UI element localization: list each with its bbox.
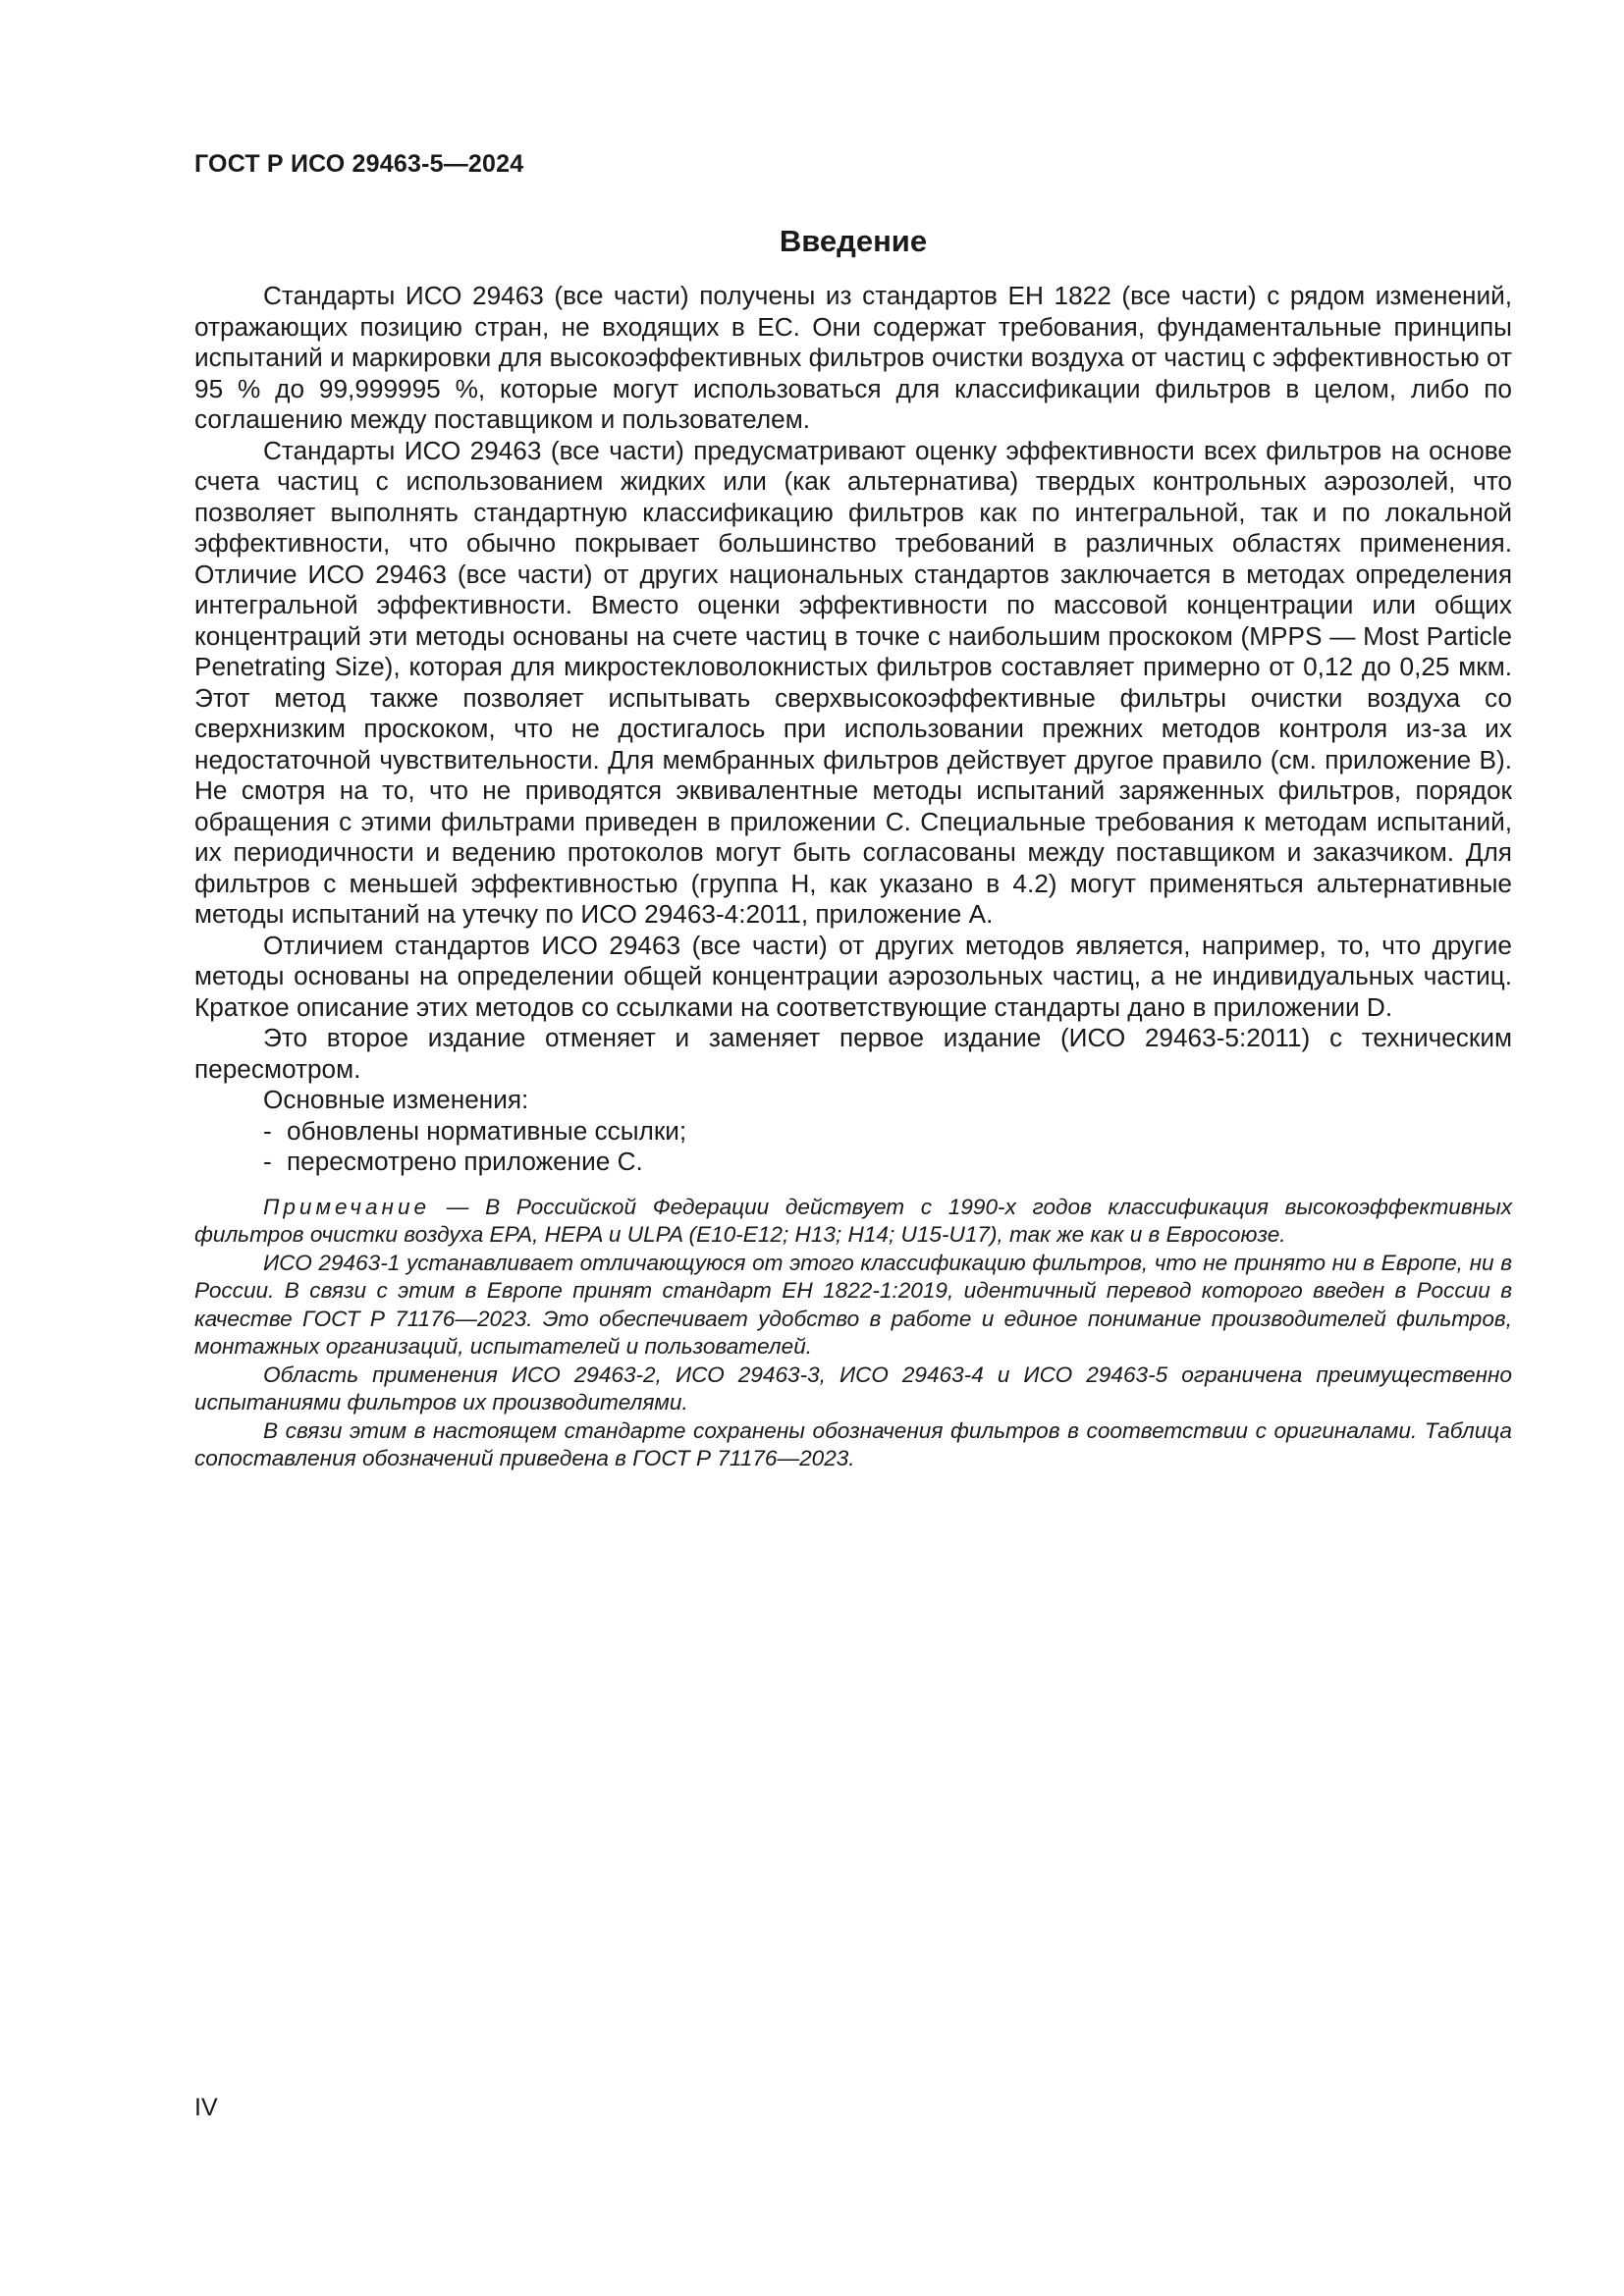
note-block xyxy=(194,1194,1512,1473)
paragraph: Стандарты ИСО 29463 (все части) получены из стандартов ЕН 1822 (все части) с рядом изменений, отражающих позицию стран, не входящих в ЕС. Они содержат требования, фундаментальные принципы испытаний и маркировки для высокоэффективных фильтров очистки воздуха от частиц с эффективностью от 95 % до 99,999995 %, которые могут использоваться для классификации фильтров в целом, либо по соглашению между поставщиком и пользователем. xyxy=(194,281,1512,434)
bullet-dash: - xyxy=(263,1147,272,1176)
list-item xyxy=(263,1147,1512,1178)
note-paragraph: Область применения ИСО 29463-2, ИСО 29463-3, ИСО 29463-4 и ИСО 29463-5 ограничена преимущественно испытаниями фильтров их производителями. xyxy=(194,1362,1512,1415)
list-item-text: обновлены нормативные ссылки; xyxy=(287,1115,687,1146)
introduction-body xyxy=(194,281,1512,1473)
section-title: Введение xyxy=(779,224,928,258)
list-item-text: пересмотрено приложение С. xyxy=(287,1147,643,1176)
changes-list xyxy=(194,1116,1512,1178)
document-code: ГОСТ Р ИСО 29463-5—2024 xyxy=(194,150,524,178)
changes-heading: Основные изменения: xyxy=(263,1085,529,1114)
page-number: IV xyxy=(194,2094,218,2121)
paragraph: Стандарты ИСО 29463 (все части) предусматривают оценку эффективности всех фильтров на основе счета частиц с использованием жидких или (как альтернатива) твердых контрольных аэрозолей, что позволяет выполнять стандартную классификацию фильтров как по интегральной, так и по локальной эффективности, что обычно покрывает большинство требований в различных областях применения. Отличие ИСО 29463 (все части) от других национальных стандартов заключается в методах определения интегральной эффективности. Вместо оценки эффективности по массовой концентрации или общих концентраций эти методы основаны на счете частиц в точке с наибольшим проскоком (MPPS — Most Particle Penetrating Size), которая для микростекловолокнистых фильтров составляет примерно от 0,12 до 0,25 мкм. Этот метод также позволяет испытывать сверхвысокоэффективные фильтры очистки воздуха со сверхнизким проскоком, что не достигалось при использовании прежних методов контроля из-за их недостаточной чувствительности. Для мембранных фильтров действует другое правило (см. приложение В). Не смотря на то, что не приводятся эквивалентные методы испытаний заряженных фильтров, порядок обращения с этими фильтрами приведен в приложении С. Специальные требования к методам испытаний, их периодичности и ведению протоколов могут быть согласованы между поставщиком и заказчиком. Для фильтров с меньшей эффективностью (группа Н, как указано в 4.2) могут применяться альтернативные методы испытаний на утечку по ИСО 29463-4:2011, приложение А. xyxy=(194,435,1512,929)
note-label: Примечание xyxy=(263,1194,431,1219)
note-paragraph xyxy=(194,1194,1512,1250)
list-item xyxy=(263,1116,1512,1148)
note-paragraph: В связи этим в настоящем стандарте сохранены обозначения фильтров в соответствии с оригиналами. Таблица сопоставления обозначений приведена в ГОСТ Р 71176—2023. xyxy=(194,1417,1512,1470)
bullet-dash: - xyxy=(263,1115,272,1146)
paragraph: Отличием стандартов ИСО 29463 (все части) от других методов является, например, то, что другие методы основаны на определении общей концентрации аэрозольных частиц, а не индивидуальных частиц. Краткое описание этих методов со ссылками на соответствующие стандарты дано в приложении D. xyxy=(194,930,1512,1022)
note-lead: — В Российской Федерации действует с 1990-х годов классификация высокоэффективных фильтров очистки воздуха EPA, HEPA и ULPA (E10-E12; H13; H14; U15-U17), так же как и в Евросоюзе. xyxy=(194,1194,1512,1247)
note-paragraph: ИСО 29463-1 устанавливает отличающуюся от этого классификацию фильтров, что не принято ни в Европе, ни в России. В связи с этим в Европе принят стандарт ЕН 1822-1:2019, идентичный перевод которого введен в России в качестве ГОСТ Р 71176—2023. Это обеспечивает удобство в работе и единое понимание производителей фильтров, монтажных организаций, испытателей и пользователей. xyxy=(194,1250,1512,1359)
paragraph: Это второе издание отменяет и заменяет первое издание (ИСО 29463-5:2011) с техническим пересмотром. xyxy=(194,1023,1512,1084)
